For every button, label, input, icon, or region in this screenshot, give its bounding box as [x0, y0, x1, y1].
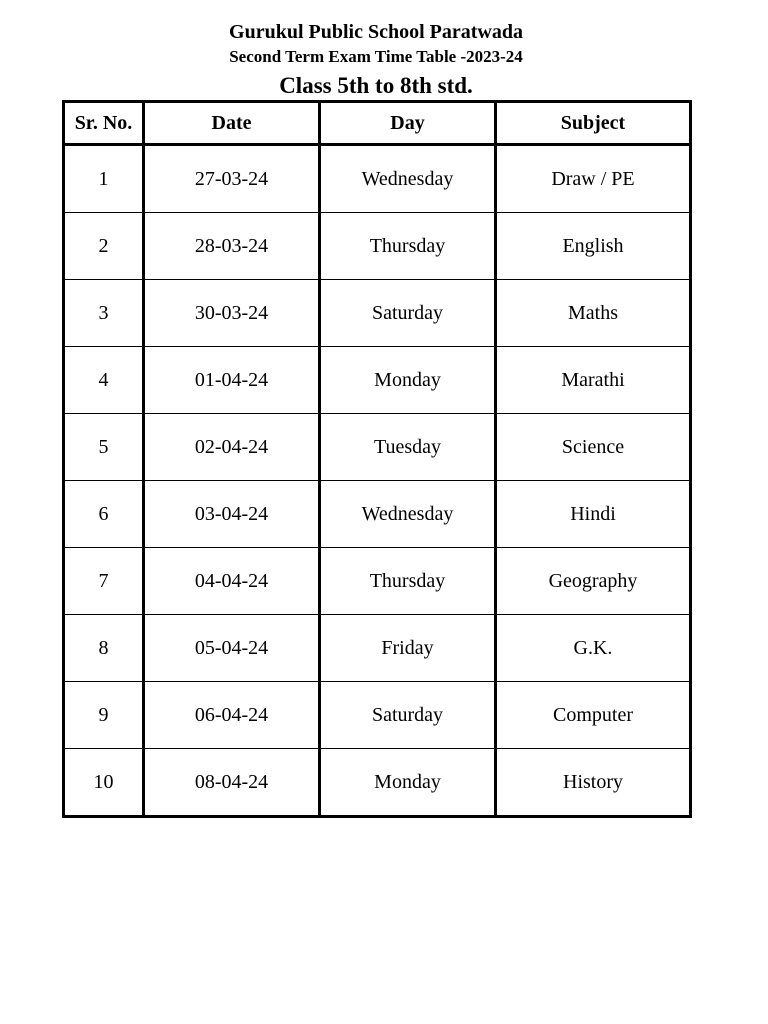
- subject-cell: Geography: [496, 548, 691, 615]
- table-row: [64, 548, 691, 615]
- subject-cell: Computer: [496, 682, 691, 749]
- column-header-day: Day: [320, 102, 496, 145]
- date-cell: 05-04-24: [144, 615, 320, 682]
- day-cell: Thursday: [320, 213, 496, 280]
- column-header-subject: Subject: [496, 102, 691, 145]
- class-title: Class 5th to 8th std.: [279, 73, 473, 98]
- date-cell: 30-03-24: [144, 280, 320, 347]
- date-cell: 03-04-24: [144, 481, 320, 548]
- sr-no-cell: 6: [64, 481, 144, 548]
- column-header-date: Date: [144, 102, 320, 145]
- date-cell: 02-04-24: [144, 414, 320, 481]
- subject-cell: English: [496, 213, 691, 280]
- table-row: [64, 749, 691, 817]
- subject-cell: Science: [496, 414, 691, 481]
- sr-no-cell: 2: [64, 213, 144, 280]
- sr-no-cell: 5: [64, 414, 144, 481]
- date-cell: 06-04-24: [144, 682, 320, 749]
- sr-no-cell: 4: [64, 347, 144, 414]
- date-cell: 04-04-24: [144, 548, 320, 615]
- header-row: [64, 102, 691, 145]
- subject-cell: Maths: [496, 280, 691, 347]
- date-cell: 28-03-24: [144, 213, 320, 280]
- day-cell: Saturday: [320, 280, 496, 347]
- date-cell: 01-04-24: [144, 347, 320, 414]
- exam-timetable: [62, 100, 692, 818]
- school-name: Gurukul Public School Paratwada: [229, 21, 523, 43]
- date-cell: 27-03-24: [144, 145, 320, 213]
- subject-cell: Hindi: [496, 481, 691, 548]
- table-row: [64, 414, 691, 481]
- subject-cell: Marathi: [496, 347, 691, 414]
- subject-cell: Draw / PE: [496, 145, 691, 213]
- timetable-header: [64, 102, 691, 145]
- sr-no-cell: 10: [64, 749, 144, 817]
- subject-cell: History: [496, 749, 691, 817]
- day-cell: Tuesday: [320, 414, 496, 481]
- day-cell: Monday: [320, 749, 496, 817]
- table-row: [64, 347, 691, 414]
- day-cell: Wednesday: [320, 481, 496, 548]
- table-row: [64, 615, 691, 682]
- date-cell: 08-04-24: [144, 749, 320, 817]
- day-cell: Monday: [320, 347, 496, 414]
- subject-cell: G.K.: [496, 615, 691, 682]
- table-row: [64, 481, 691, 548]
- exam-term-title: Second Term Exam Time Table -2023-24: [229, 47, 523, 66]
- table-row: [64, 145, 691, 213]
- sr-no-cell: 3: [64, 280, 144, 347]
- day-cell: Friday: [320, 615, 496, 682]
- day-cell: Wednesday: [320, 145, 496, 213]
- day-cell: Thursday: [320, 548, 496, 615]
- sr-no-cell: 7: [64, 548, 144, 615]
- sr-no-cell: 8: [64, 615, 144, 682]
- sr-no-cell: 9: [64, 682, 144, 749]
- day-cell: Saturday: [320, 682, 496, 749]
- table-row: [64, 280, 691, 347]
- sr-no-cell: 1: [64, 145, 144, 213]
- table-row: [64, 213, 691, 280]
- timetable-body: [64, 145, 691, 817]
- column-header-sr-no: Sr. No.: [64, 102, 144, 145]
- table-row: [64, 682, 691, 749]
